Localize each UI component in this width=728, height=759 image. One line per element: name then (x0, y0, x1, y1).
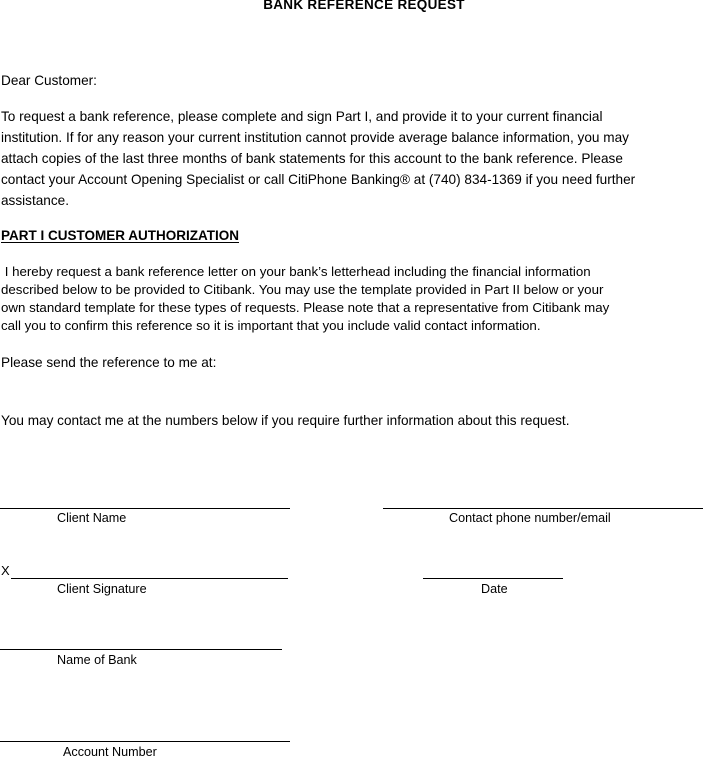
name-of-bank-line[interactable] (0, 649, 282, 650)
intro-line: contact your Account Opening Specialist or call CitiPhone Banking® at (740) 834-1369 if you need further (1, 172, 636, 187)
send-to-text: Please send the reference to me at: (1, 355, 217, 370)
document-title: BANK REFERENCE REQUEST (263, 0, 465, 12)
contact-text: You may contact me at the numbers below if you require further information about this request. (1, 413, 570, 428)
account-number-line[interactable] (0, 741, 290, 742)
name-of-bank-label: Name of Bank (57, 653, 137, 667)
authorization-line: own standard template for these types of requests. Please note that a representative from Citibank may (1, 300, 610, 315)
intro-line: attach copies of the last three months of bank statements for this account to the bank reference. Please (1, 151, 623, 166)
intro-line: institution. If for any reason your current institution cannot provide average balance information, you may (1, 130, 629, 145)
client-signature-line[interactable] (11, 578, 288, 579)
client-name-line[interactable] (0, 508, 290, 509)
authorization-line: I hereby request a bank reference letter on your bank’s letterhead including the financial information (1, 264, 591, 279)
client-name-label: Client Name (57, 511, 127, 525)
signature-x-mark: X (1, 563, 10, 578)
intro-line: To request a bank reference, please complete and sign Part I, and provide it to your current financial (1, 109, 603, 124)
salutation: Dear Customer: (1, 73, 97, 88)
contact-phone-email-label: Contact phone number/email (449, 511, 611, 525)
intro-line: assistance. (1, 193, 70, 208)
contact-phone-email-line[interactable] (383, 508, 703, 509)
account-number-label: Account Number (63, 745, 157, 759)
authorization-line: described below to be provided to Citibank. You may use the template provided in Part II below or your (1, 282, 604, 297)
authorization-paragraph (1, 263, 609, 335)
intro-paragraph (1, 106, 635, 211)
date-label: Date (481, 582, 508, 596)
authorization-line: call you to confirm this reference so it is important that you include valid contact information. (1, 318, 541, 333)
client-signature-label: Client Signature (57, 582, 147, 596)
part1-heading: PART I CUSTOMER AUTHORIZATION (1, 228, 239, 243)
date-line[interactable] (423, 578, 563, 579)
